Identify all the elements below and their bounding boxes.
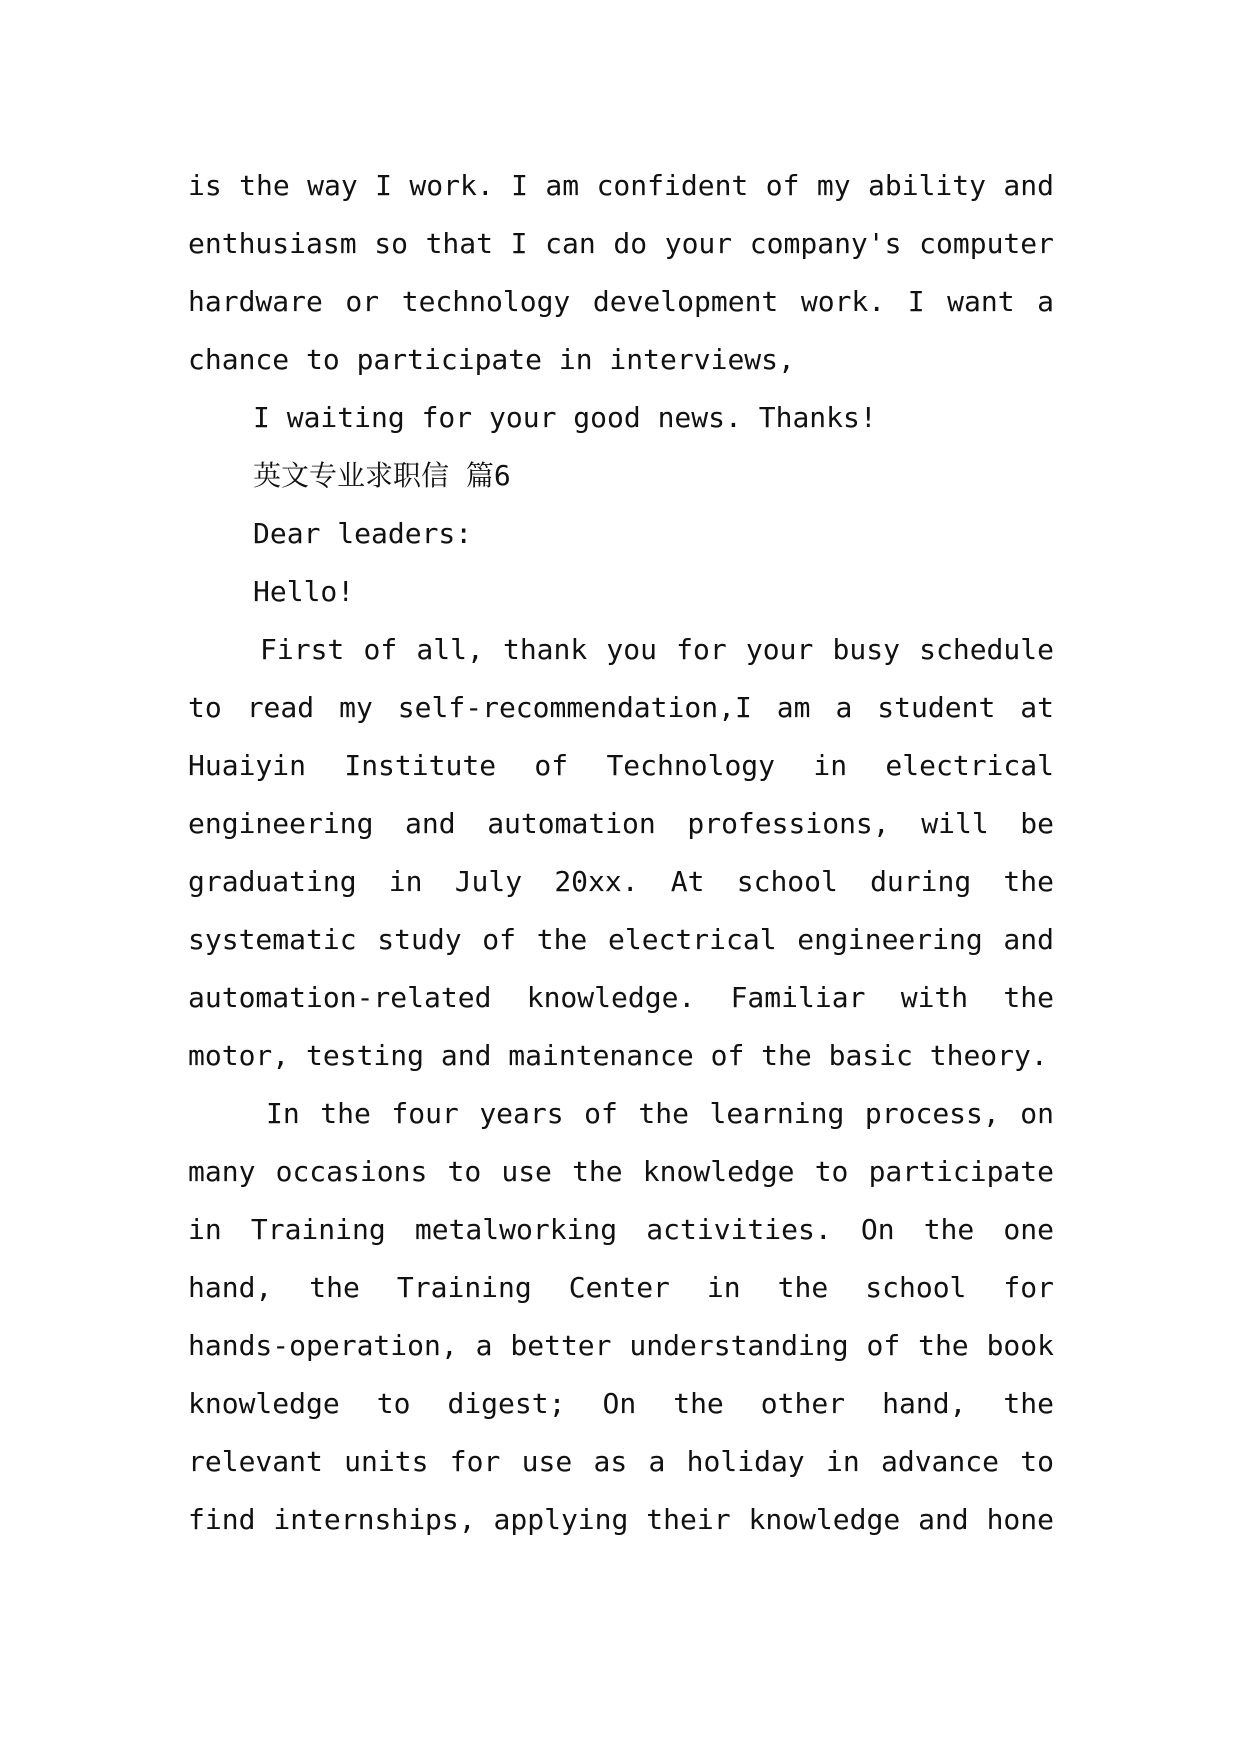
text-line: motor, testing and maintenance of the basic theory.	[188, 1039, 1048, 1072]
text-line: relevant units for use as a holiday in advance to	[188, 1445, 1054, 1478]
text-line: in Training metalworking activities. On the one	[188, 1213, 1054, 1246]
text-line: systematic study of the electrical engineering and	[188, 923, 1054, 956]
text-line: Huaiyin Institute of Technology in electrical	[188, 749, 1054, 782]
text-line: find internships, applying their knowledge and hone	[188, 1503, 1054, 1536]
salutation: Dear leaders:	[253, 517, 473, 550]
closing-line: I waiting for your good news. Thanks!	[253, 401, 877, 434]
text-line: knowledge to digest; On the other hand, the	[188, 1387, 1054, 1420]
text-line: hand, the Training Center in the school for	[188, 1271, 1054, 1304]
text-line: engineering and automation professions, will be	[188, 807, 1054, 840]
paragraph-first-line: First of all, thank you for your busy schedule	[260, 633, 1054, 666]
text-line: chance to participate in interviews,	[188, 343, 795, 376]
text-line: is the way I work. I am confident of my ability and	[188, 169, 1054, 202]
text-line: enthusiasm so that I can do your company's computer	[188, 227, 1054, 260]
text-line: many occasions to use the knowledge to participate	[188, 1155, 1054, 1188]
text-line: automation-related knowledge. Familiar with the	[188, 981, 1054, 1014]
text-line: hands-operation, a better understanding of the book	[188, 1329, 1054, 1362]
paragraph-first-line: In the four years of the learning process, on	[266, 1097, 1054, 1130]
text-line: to read my self-recommendation,I am a student at	[188, 691, 1054, 724]
text-line: hardware or technology development work. I want a	[188, 285, 1054, 318]
text-line: graduating in July 20xx. At school during the	[188, 865, 1054, 898]
greeting: Hello!	[253, 575, 355, 608]
section-heading: 英文专业求职信 篇6	[253, 459, 511, 492]
